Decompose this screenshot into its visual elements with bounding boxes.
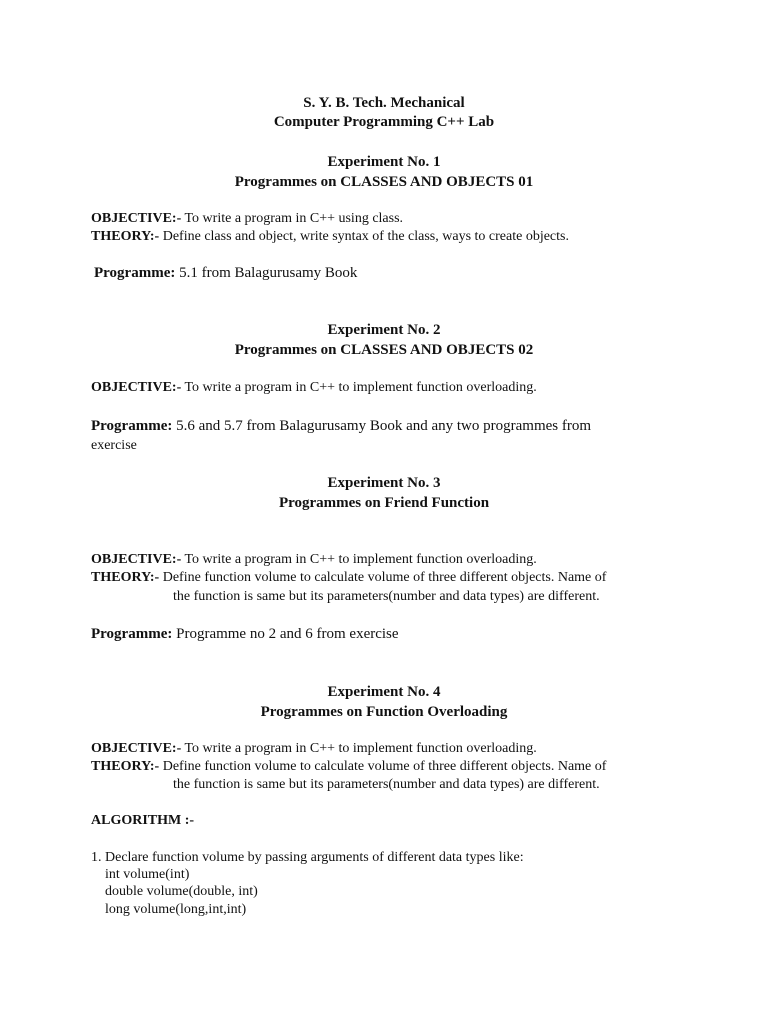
- exp2-programme-text: 5.6 and 5.7 from Balagurusamy Book and any two programmes from: [172, 418, 592, 434]
- exp4-objective: [91, 740, 537, 758]
- exp4-theory-text: Define function volume to calculate volume of three different objects. Name of: [159, 759, 607, 774]
- exp1-objective-text: To write a program in C++ using class.: [181, 211, 404, 226]
- theory-label: THEORY:-: [91, 759, 160, 774]
- exp2-title: Programmes on CLASSES AND OBJECTS 02: [234, 342, 534, 358]
- exp1-objective: [91, 210, 403, 228]
- exp2-objective-text: To write a program in C++ to implement function overloading.: [181, 380, 537, 395]
- algorithm-heading: ALGORITHM :-: [91, 813, 195, 828]
- exp3-theory-cont: the function is same but its parameters(number and data types) are different.: [173, 589, 600, 604]
- exp2-objective: [91, 379, 537, 397]
- exp3-objective: [91, 551, 537, 569]
- course-title: Computer Programming C++ Lab: [273, 114, 495, 130]
- exp3-number: Experiment No. 3: [327, 475, 441, 491]
- exp1-number: Experiment No. 1: [327, 154, 441, 170]
- theory-label: THEORY:-: [91, 570, 160, 585]
- objective-label: OBJECTIVE:-: [91, 380, 182, 395]
- exp3-programme: [91, 625, 399, 643]
- exp1-programme-text: 5.1 from Balagurusamy Book: [175, 265, 358, 281]
- programme-label: Programme:: [91, 418, 173, 434]
- exp4-theory-cont: the function is same but its parameters(number and data types) are different.: [173, 777, 600, 792]
- programme-label: Programme:: [94, 265, 176, 281]
- code-line-1: int volume(int): [105, 867, 190, 882]
- exp1-programme: [94, 264, 357, 282]
- objective-label: OBJECTIVE:-: [91, 741, 182, 756]
- exp1-theory-text: Define class and object, write syntax of the class, ways to create objects.: [159, 229, 569, 244]
- code-line-2: double volume(double, int): [105, 884, 258, 899]
- exp4-title: Programmes on Function Overloading: [260, 704, 508, 720]
- exp3-theory: [91, 569, 606, 587]
- exp2-programme: [91, 417, 591, 435]
- exp3-programme-text: Programme no 2 and 6 from exercise: [172, 626, 399, 642]
- exp3-theory-text: Define function volume to calculate volume of three different objects. Name of: [159, 570, 607, 585]
- course-year: S. Y. B. Tech. Mechanical: [303, 95, 465, 111]
- exp4-objective-text: To write a program in C++ to implement function overloading.: [181, 741, 537, 756]
- objective-label: OBJECTIVE:-: [91, 552, 182, 567]
- theory-label: THEORY:-: [91, 229, 160, 244]
- exp3-title: Programmes on Friend Function: [278, 495, 490, 511]
- exp2-number: Experiment No. 2: [327, 322, 441, 338]
- exp3-objective-text: To write a program in C++ to implement function overloading.: [181, 552, 537, 567]
- exp1-title: Programmes on CLASSES AND OBJECTS 01: [234, 174, 534, 190]
- objective-label: OBJECTIVE:-: [91, 211, 182, 226]
- code-line-3: long volume(long,int,int): [105, 902, 247, 917]
- exp4-number: Experiment No. 4: [327, 684, 441, 700]
- algorithm-step-1: 1. Declare function volume by passing arguments of different data types like:: [91, 850, 524, 865]
- exp4-theory: [91, 758, 606, 776]
- exp1-theory: [91, 228, 569, 246]
- exp2-programme-cont: exercise: [91, 438, 137, 453]
- programme-label: Programme:: [91, 626, 173, 642]
